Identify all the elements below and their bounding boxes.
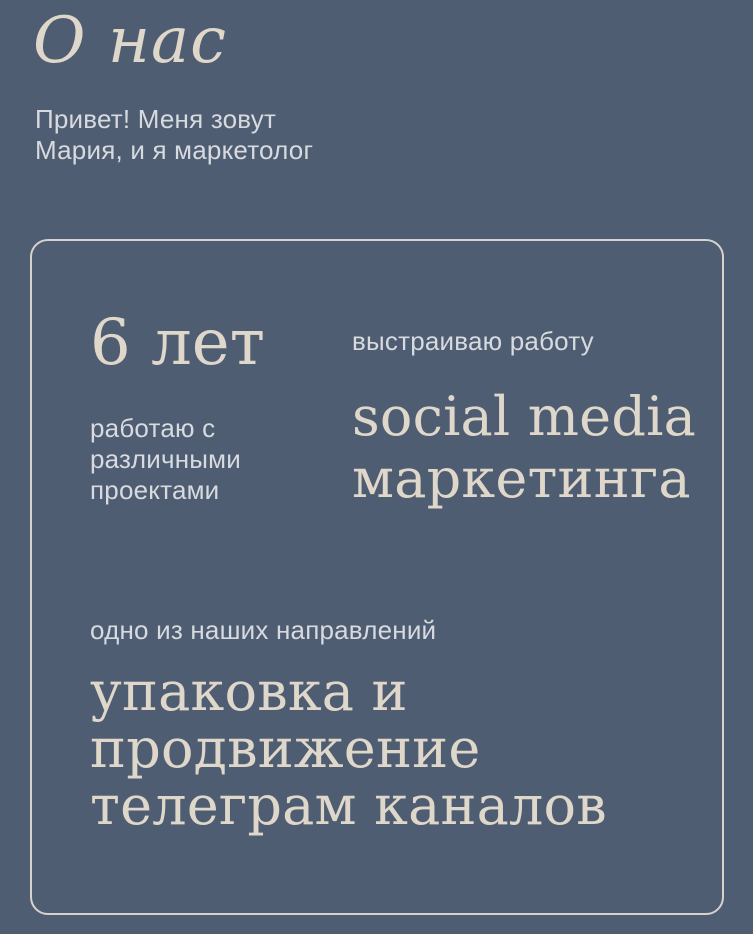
intro-line-2: Мария, и я маркетолог (35, 135, 314, 165)
experience-caption-line-1: работаю с (90, 413, 216, 443)
direction-heading-line-2: продвижение (90, 717, 481, 780)
smm-heading-line-1: social media (352, 385, 696, 448)
intro-text (35, 104, 313, 166)
experience-caption (90, 413, 241, 506)
direction-caption-label: одно из наших направлений (90, 615, 437, 645)
direction-heading-line-3: телеграм каналов (90, 774, 607, 837)
page-title: О нас (33, 4, 227, 78)
direction-heading-line-1: упаковка и (90, 660, 408, 723)
smm-caption-label: выстраиваю работу (352, 326, 594, 356)
smm-heading (352, 386, 696, 510)
experience-caption-line-2: различными (90, 444, 241, 474)
experience-caption-line-3: проектами (90, 475, 220, 505)
intro-line-1: Привет! Меня зовут (35, 104, 277, 134)
direction-heading (90, 660, 607, 837)
info-card (30, 239, 724, 915)
experience-years-value: 6 лет (90, 306, 265, 380)
smm-heading-line-2: маркетинга (352, 447, 691, 510)
